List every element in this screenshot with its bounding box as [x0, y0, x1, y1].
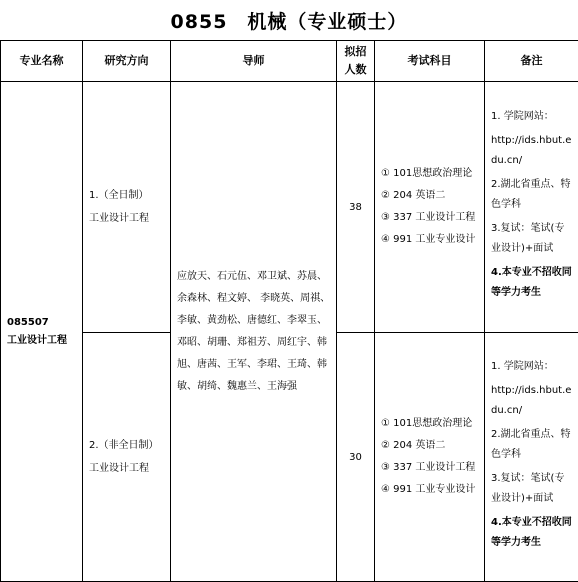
header-direction: 研究方向 [83, 41, 171, 82]
direction-name: 工业设计工程 [89, 213, 149, 224]
header-quota-line2: 人数 [344, 63, 367, 76]
note-retest: 3.复试：笔试(专业设计)+面试 [491, 223, 565, 254]
header-tutor: 导师 [171, 41, 337, 82]
direction-cell [83, 333, 171, 582]
table-row [1, 82, 578, 333]
direction-cell [83, 82, 171, 333]
header-subjects: 考试科目 [375, 41, 485, 82]
quota-cell: 30 [337, 333, 375, 582]
note-site-url: http://ids.hbut.edu.cn/ [491, 135, 572, 166]
admission-table [0, 40, 578, 582]
direction-name: 工业设计工程 [89, 463, 149, 474]
note-key-discipline: 2.湖北省重点、特色学科 [491, 429, 571, 460]
note-retest: 3.复试：笔试(专业设计)+面试 [491, 473, 565, 504]
note-site-label: 1. 学院网站： [491, 111, 554, 122]
note-site-url: http://ids.hbut.edu.cn/ [491, 385, 572, 416]
quota-cell: 38 [337, 82, 375, 333]
subject-item: ③ 337 工业设计工程 [381, 212, 476, 223]
subject-item: ① 101思想政治理论 [381, 168, 473, 179]
header-notes: 备注 [485, 41, 578, 82]
subject-item: ② 204 英语二 [381, 440, 446, 451]
note-restriction: 4.本专业不招收同等学力考生 [491, 517, 572, 548]
major-code: 085507 [7, 316, 49, 328]
direction-type: 1.（全日制） [89, 190, 149, 201]
page-title: 0855 机械（专业硕士） [170, 10, 408, 33]
subject-item: ① 101思想政治理论 [381, 418, 473, 429]
subject-item: ④ 991 工业专业设计 [381, 234, 476, 245]
subject-item: ② 204 英语二 [381, 190, 446, 201]
subjects-cell [375, 82, 485, 333]
major-cell [1, 82, 83, 582]
note-site-label: 1. 学院网站： [491, 361, 554, 372]
major-name: 工业设计工程 [7, 334, 67, 346]
header-quota-line1: 拟招 [344, 45, 367, 59]
notes-cell [485, 333, 578, 582]
subject-item: ④ 991 工业专业设计 [381, 484, 476, 495]
subjects-cell [375, 333, 485, 582]
direction-type: 2.（非全日制） [89, 440, 159, 451]
tutor-cell: 应放天、石元伍、邓卫斌、苏晨、余森林、程文婷、 李晓英、周祺、李敏、黄劲松、唐德红、李翠玉、邓昭、胡珊、郑祖芳、周红宇、韩旭、唐茜、王军、李珺、王琦、韩敏、胡绮、魏惠兰、王海强 [171, 82, 337, 582]
header-major: 专业名称 [1, 41, 83, 82]
header-quota [337, 41, 375, 82]
note-key-discipline: 2.湖北省重点、特色学科 [491, 179, 571, 210]
notes-cell [485, 82, 578, 333]
header-row [1, 41, 578, 82]
note-restriction: 4.本专业不招收同等学力考生 [491, 267, 572, 298]
subject-item: ③ 337 工业设计工程 [381, 462, 476, 473]
